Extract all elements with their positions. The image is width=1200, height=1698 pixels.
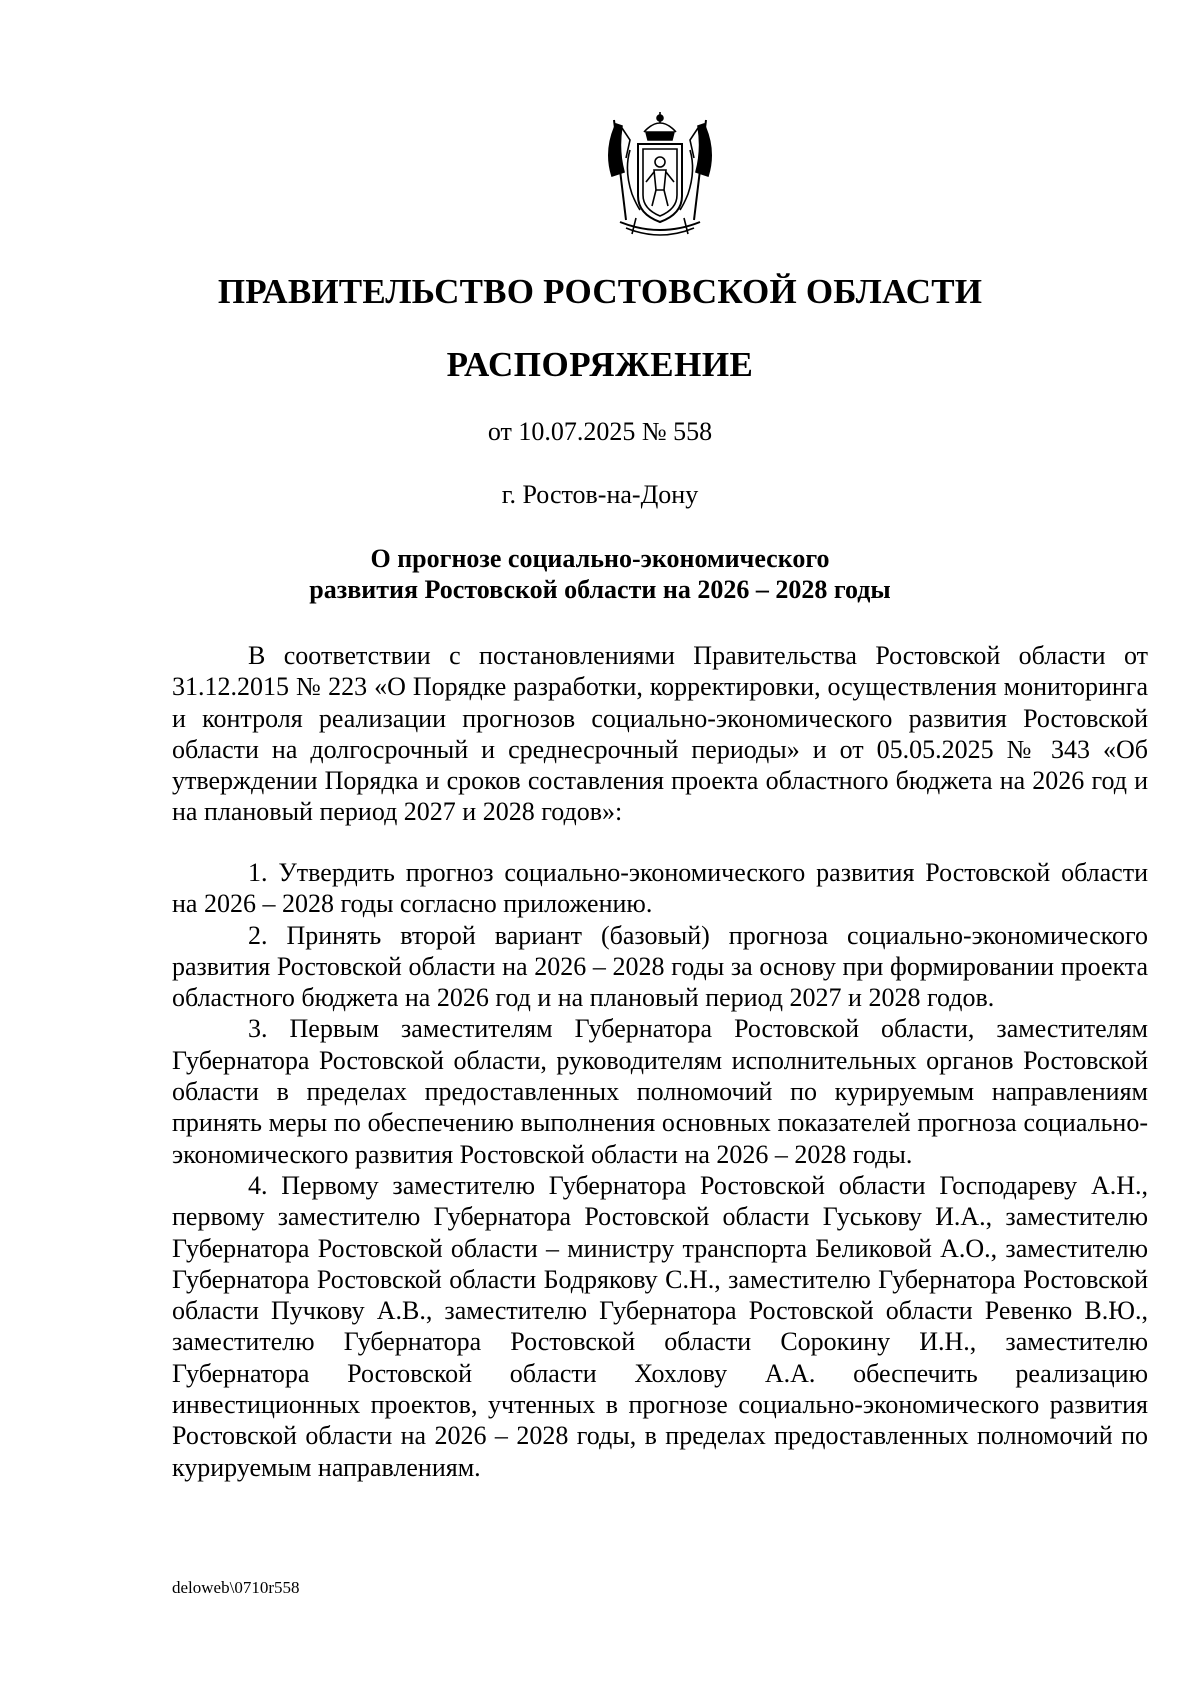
order-item-1: 1. Утвердить прогноз социально-экономического развития Ростовской области на 2026 – 2028 годы согласно приложению.: [172, 858, 1148, 919]
document-subject: [0, 543, 1200, 605]
subject-line-2: развития Ростовской области на 2026 – 2028 годы: [309, 575, 891, 604]
document-place: г. Ростов-на-Дону: [501, 480, 699, 509]
file-code: deloweb\0710r558: [172, 1578, 300, 1597]
preamble: [172, 640, 1148, 828]
order-item-2: 2. Принять второй вариант (базовый) прогноза социально-экономического развития Ростовской области на 2026 – 2028 годы за основу при формировании проекта областного бюджета на 2026 год и на плановый период 2027 и 2028 годов.: [172, 920, 1148, 1013]
document-type-heading: РАСПОРЯЖЕНИЕ: [446, 345, 754, 384]
order-items: [172, 857, 1148, 1483]
order-item-4: 4. Первому заместителю Губернатора Ростовской области Господареву А.Н., первому заместителю Губернатора Ростовской области Гуськову И.А., заместителю Губернатора Ростовской области – министру транспорта Беликовой А.О., заместителю Губернатора Ростовской области Бодрякову С.Н., заместителю Губернатора Ростовской области Пучкову А.В., заместителю Губернатора Ростовской области Ревенко В.Ю., заместителю Губернатора Ростовской области Сорокину И.Н., заместителю Губернатора Ростовской области Хохлову А.А. обеспечить реализацию инвестиционных проектов, учтенных в прогнозе социально-экономического развития Ростовской области на 2026 – 2028 годы, в пределах предоставленных полномочий по курируемым направлениям.: [172, 1170, 1148, 1482]
subject-line-1: О прогнозе социально-экономического: [370, 544, 830, 573]
document-date-number: от 10.07.2025 № 558: [487, 417, 713, 446]
organization-title: ПРАВИТЕЛЬСТВО РОСТОВСКОЙ ОБЛАСТИ: [217, 272, 983, 311]
coat-of-arms-icon: [596, 110, 724, 244]
order-item-3: 3. Первым заместителям Губернатора Ростовской области, заместителям Губернатора Ростовской области, руководителям исполнительных органов Ростовской области в пределах предоставленных полномочий по курируемым направлениям принять меры по обеспечению выполнения основных показателей прогноза социально-экономического развития Ростовской области на 2026 – 2028 годы.: [172, 1014, 1148, 1169]
preamble-paragraph: В соответствии с постановлениями Правительства Ростовской области от 31.12.2015 № 223 «О Порядке разработки, корректировки, осуществления мониторинга и контроля реализации прогнозов социально-экономического развития Ростовской области на долгосрочный и среднесрочный периоды» и от 05.05.2025 № 343 «Об утверждении Порядка и сроков составления проекта областного бюджета на 2026 год и на плановый период 2027 и 2028 годов»:: [172, 641, 1148, 827]
